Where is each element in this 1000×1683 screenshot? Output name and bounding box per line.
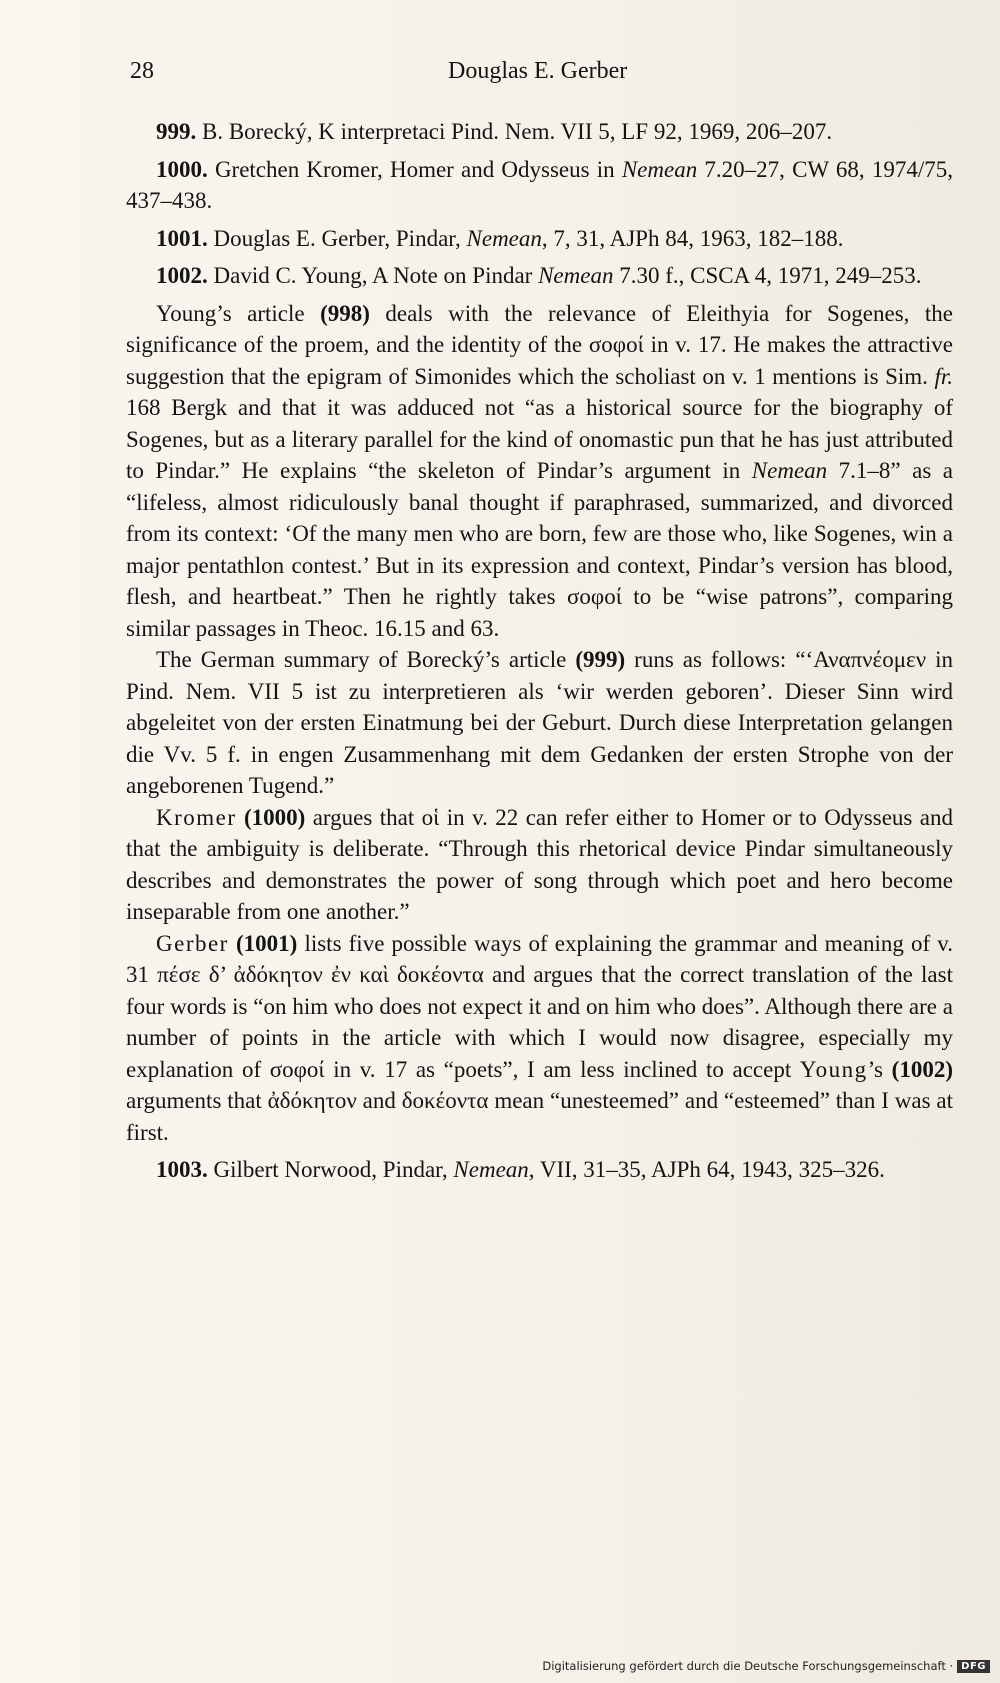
entry-number: 1000. <box>156 156 208 182</box>
cross-reference: (1002) <box>891 1056 953 1082</box>
entry-title-italic: Nemean <box>466 225 542 251</box>
author-name: Young <box>799 1056 868 1082</box>
page-number: 28 <box>130 58 154 84</box>
entry-title-italic: Nemean <box>621 156 698 182</box>
entry-number: 999. <box>156 119 197 144</box>
entry-title-italic: Nemean <box>538 263 614 288</box>
running-head <box>130 58 950 92</box>
cross-reference: (1000) <box>243 804 306 830</box>
entry-text: 7.20–27, CW 68, 1974/75, 437–438. <box>126 156 953 213</box>
entry-text: David C. Young, A Note on Pindar <box>213 263 539 288</box>
entry-number: 1001. <box>156 225 208 251</box>
entry-number: 1003. <box>156 1157 208 1182</box>
entry-text: 7.30 f., CSCA 4, 1971, 249–253. <box>613 263 922 288</box>
author-name: Gerber <box>156 930 229 956</box>
bibliography-entry-1001 <box>126 223 953 255</box>
cross-reference: (999) <box>575 647 626 672</box>
running-title: Douglas E. Gerber <box>448 58 628 84</box>
entry-text: , 7, 31, AJPh 84, 1963, 182–188. <box>541 225 844 251</box>
entry-title-italic: Nemean <box>453 1157 529 1182</box>
entry-text: , VII, 31–35, AJPh 64, 1943, 325–326. <box>528 1157 885 1182</box>
commentary-paragraph-kromer: Kromer (1000) argues that οἱ in v. 22 can refer either to Homer or to Odysseus and that the ambiguity is deliberate. “Through this rhetorical device Pindar simultaneously describes and demonstrates the power of song through which poet and hero become inseparable from one another.” <box>126 804 954 924</box>
entry-text: Gretchen Kromer, Homer and Odysseus in <box>214 156 622 182</box>
footer-credit: Digitalisierung gefördert durch die Deutsche Forschungsgemeinschaft · <box>542 1659 954 1673</box>
bibliography-entry-1003 <box>126 1154 953 1186</box>
bibliography-entry-1002 <box>126 260 953 292</box>
entry-text: Gilbert Norwood, Pindar, <box>213 1157 454 1182</box>
digitization-footer <box>542 1657 990 1675</box>
entry-number: 1002. <box>156 263 208 288</box>
cross-reference: (1001) <box>236 930 298 956</box>
commentary-paragraph-borecky: The German summary of Borecký’s article (999) runs as follows: “‘Αναπνέομεν in Pind. Nem. VII 5 ist zu interpretieren als ‘wir werden geboren’. Dieser Sinn wird abgeleitet von der ersten Einatmung bei der Geburt. Durch diese Interpretation gelangen die Vv. 5 f. in engen Zusammenhang mit dem Gedanken der ersten Strophe von der angeborenen Tugend.” <box>126 647 953 798</box>
author-name: Kromer <box>156 804 237 830</box>
bibliography-entry-1000 <box>126 154 953 217</box>
commentary-paragraph-young: Young’s article (998) deals with the relevance of Eleithyia for Sogenes, the significance of the proem, and the identity of the σοφοί in v. 17. He makes the attractive suggestion that the epigram of Simonides which the scholiast on v. 1 mentions is Sim. fr. 168 Bergk and that it was adduced not “as a historical source for the biography of Sogenes, but as a literary parallel for the kind of onomastic pun that he has just attributed to Pindar.” He explains “the skeleton of Pindar’s argument in Nemean 7.1–8” as a “lifeless, almost ridiculously banal thought if paraphrased, summarized, and divorced from its context: ‘Of the many men who are born, few are those who, like Sogenes, win a major pentathlon contest.’ But in its expression and context, Pindar’s version has blood, flesh, and heartbeat.” Then he rightly takes σοφοί to be “wise patrons”, comparing similar passages in Theoc. 16.15 and 63. <box>126 300 953 641</box>
dfg-logo-icon: DFG <box>957 1660 990 1673</box>
entry-text: Douglas E. Gerber, Pindar, <box>213 225 467 251</box>
entry-text: B. Borecký, K interpretaci Pind. Nem. VII 5, LF 92, 1969, 206–207. <box>202 119 833 144</box>
commentary-paragraph-gerber: Gerber (1001) lists five possible ways of explaining the grammar and meaning of v. 31 πέσε δ’ ἀδόκητον ἐν καὶ δοκέοντα and argues that the correct translation of the last four words is “on him who does not expect it and on him who does”. Although there are a number of points in the article with which I would now disagree, especially my explanation of σοφοί in v. 17 as “poets”, I am less inclined to accept Young’s (1002) arguments that ἀδόκητον and δοκέοντα mean “unesteemed” and “esteemed” than I was at first. <box>126 930 954 1145</box>
cross-reference: (998) <box>320 300 370 326</box>
body-text <box>126 116 953 1192</box>
bibliography-entry-999 <box>126 116 953 148</box>
